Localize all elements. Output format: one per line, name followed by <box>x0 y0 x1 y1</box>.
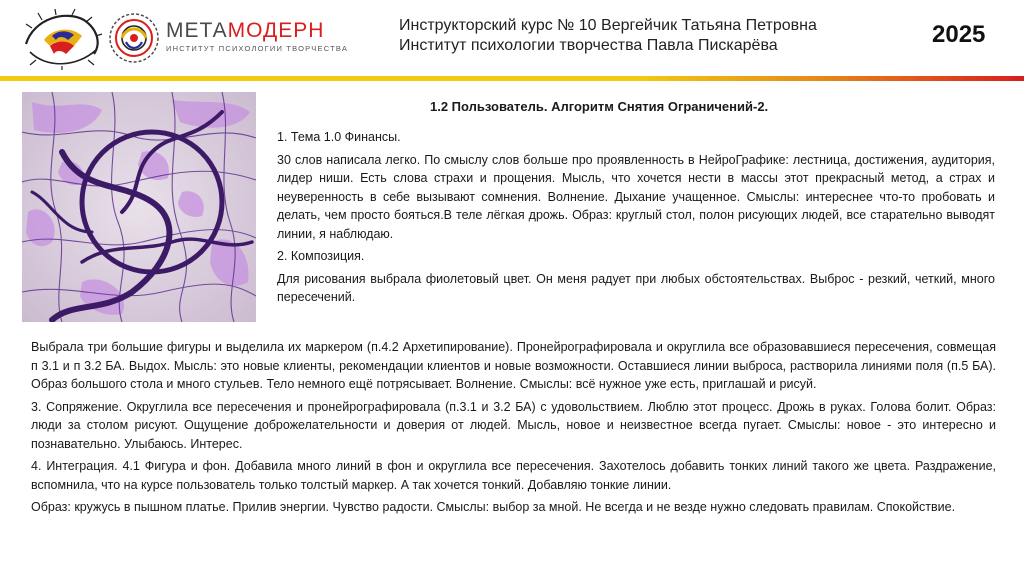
paragraph-topic: 1. Тема 1.0 Финансы. <box>277 130 401 144</box>
brand-block <box>166 20 348 53</box>
section-title: 1.2 Пользователь. Алгоритм Снятия Ограничений-2. <box>430 99 769 114</box>
paragraph-composition-heading: 2. Композиция. <box>277 249 365 263</box>
neurographic-emblem-icon <box>22 8 104 70</box>
brand-subtitle: ИНСТИТУТ ПСИХОЛОГИИ ТВОРЧЕСТВА <box>166 44 349 53</box>
header-text <box>399 16 817 56</box>
paragraph-composition: Для рисования выбрала фиолетовый цвет. Он меня радует при любых обстоятельствах. Выброс - резкий, четкий, много пересечений. <box>277 271 995 304</box>
right-column-text <box>277 128 995 311</box>
metamodern-logo-icon <box>108 8 160 68</box>
paragraph-words: 30 слов написала легко. По смыслу слов больше про проявленность в НейроГрафике: лестница, достижения, аудитория, лидер ниши. Есть слова страхи и прощения. Мысль, что хочется нести в массы этот прекрасный метод, а страх и неуверенность в себе вызывают сомнения. Волнение. Дыхание учащенное. Смыслы: интереснее что-то пробовать и делать, чем просто бояться.В теле лёгкая дрожь. Образ: круглый стол, полон рисующих людей, все старательно выводят линии, я наблюдаю. <box>277 152 995 241</box>
year-label: 2025 <box>932 21 986 48</box>
paragraph-figures: Выбрала три большие фигуры и выделила их маркером (п.4.2 Архетипирование). Пронейрографировала и округлила все образовавшиеся пересечения, совмещая п 3.1 и п 3.2 БА. Выдох. Мысль: это новые клиенты, рекомендации клиентов и новые возможности. Оставшиеся линии выброса, растворила линиями поля (п.5 БА). Образ большого стола и много стульев. Тело немного ещё потрясывает. Волнение. Смыслы: всё нужное уже есть, приглашай и рисуй. <box>31 340 996 391</box>
institute-line: Институт психологии творчества Павла Пискарёва <box>399 37 778 54</box>
header-stripe <box>0 76 1024 81</box>
artwork-image <box>22 92 256 322</box>
paragraph-conjugation: 3. Сопряжение. Округлила все пересечения и пронейрографировала (п.3.1 и 3.2 БА) с удовольствием. Люблю этот процесс. Дрожь в руках. Голова болит. Образ: люди за столом рисуют. Ощущение доброжелательности и доверия от людей. Мысль, новое и неизвестное всегда пугает. Смыслы: новое - это интересно и познавательно. Улыбаюсь. Интерес. <box>31 399 996 451</box>
brand-name-part2: МОДЕРН <box>227 19 325 42</box>
course-line: Инструкторский курс № 10 Вергейчик Татьяна Петровна <box>399 17 817 34</box>
brand-name-part1: МЕТА <box>166 19 228 42</box>
page-header <box>0 0 1024 80</box>
brand-name <box>166 20 348 42</box>
paragraph-image: Образ: кружусь в пышном платье. Прилив энергии. Чувство радости. Смыслы: выбор за мной. Не всегда и не везде нужно следовать правилам. Спокойствие. <box>31 500 956 514</box>
full-width-text <box>31 338 996 521</box>
paragraph-integration: 4. Интеграция. 4.1 Фигура и фон. Добавила много линий в фон и округлила все пересечения. Захотелось добавить тонких линий такого же цвета. Раздражение, вспомнила, что на курсе пользователь только толстый маркер. А так хочется тонкий. Добавляю тонкие линии. <box>31 459 996 492</box>
neurographic-drawing-image <box>22 92 256 322</box>
